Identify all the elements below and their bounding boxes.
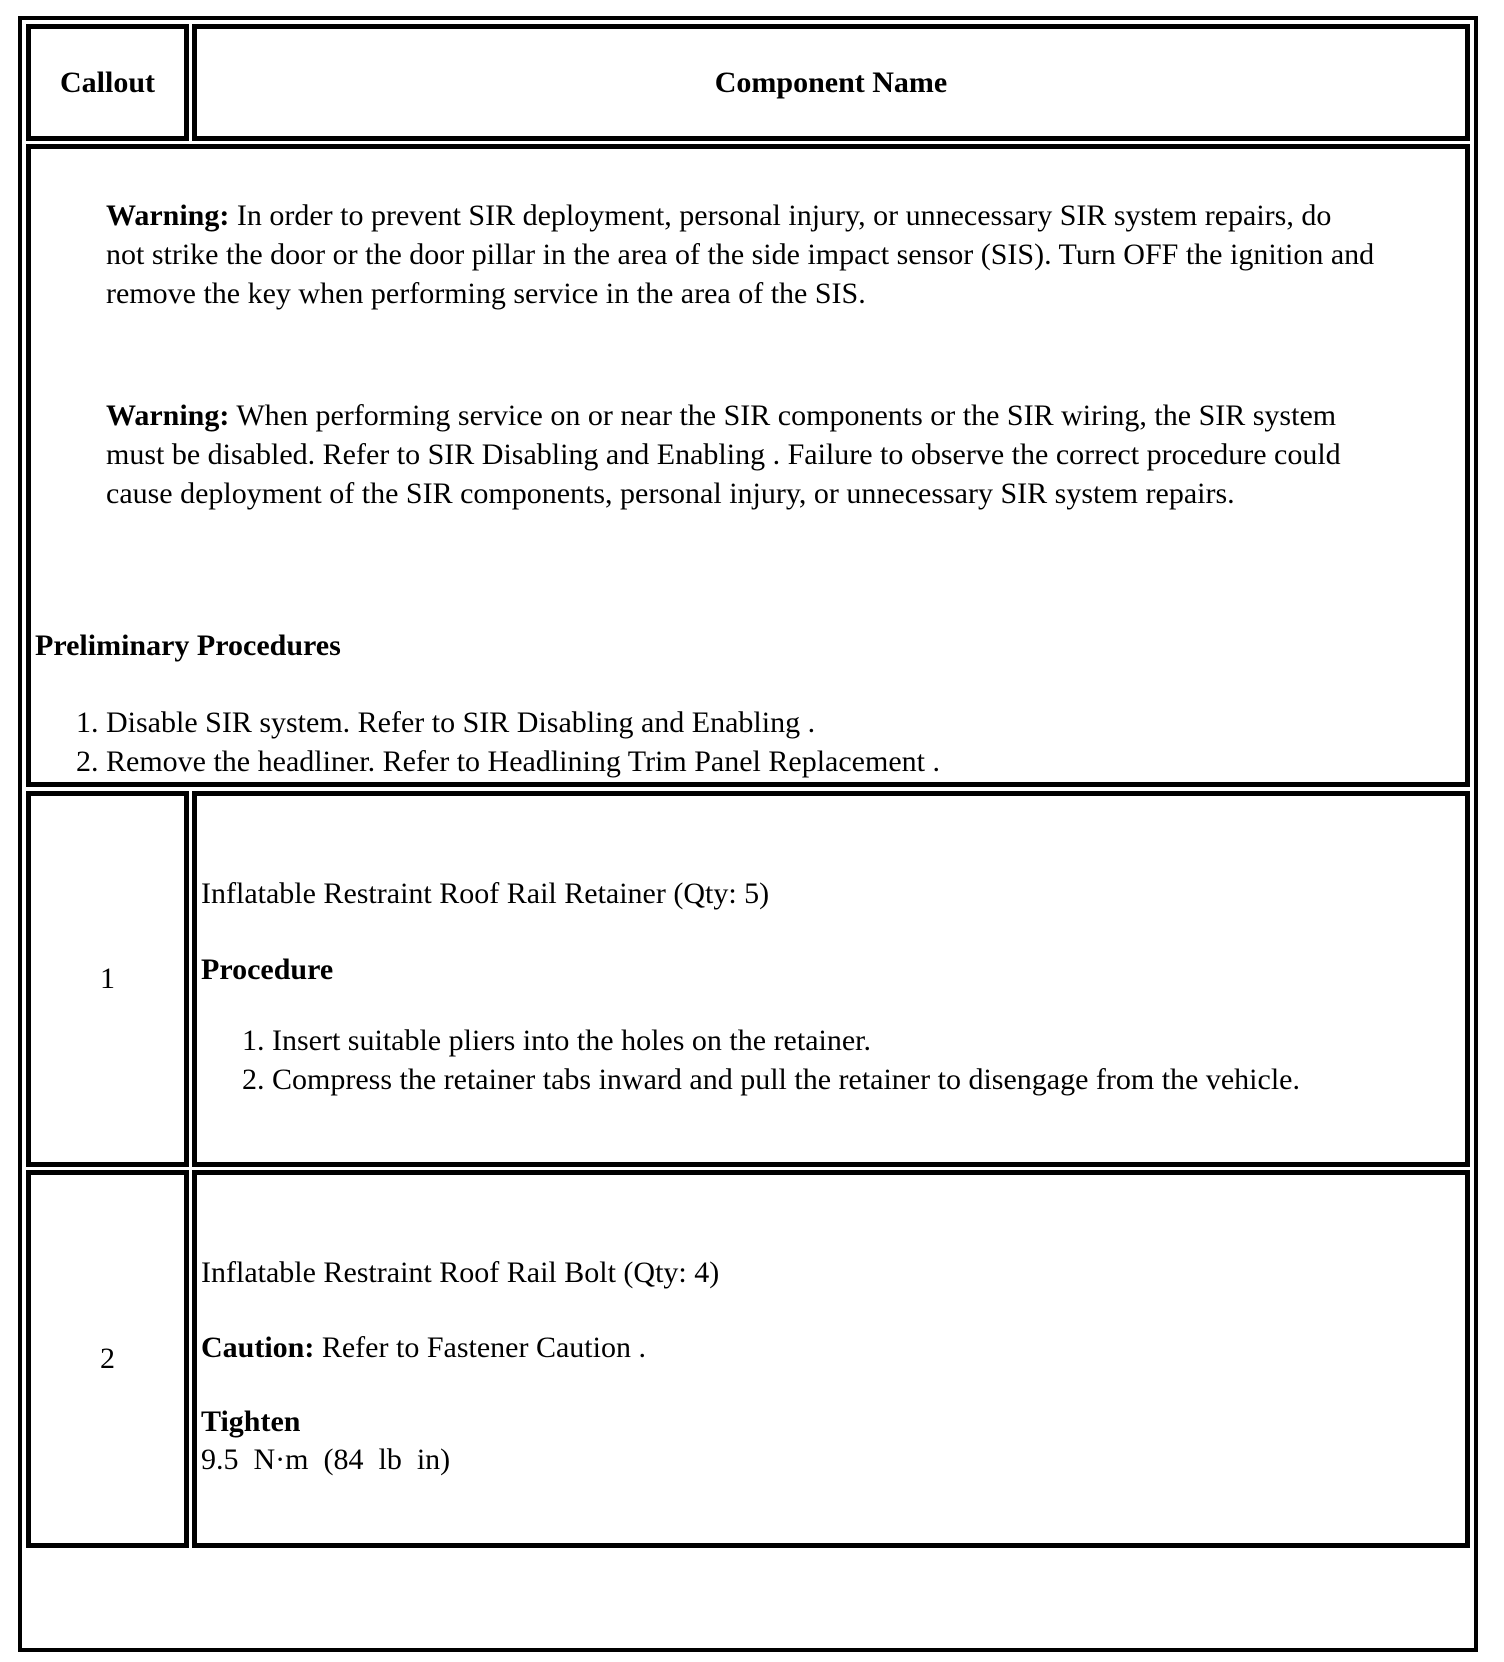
procedure-steps bbox=[242, 1021, 1300, 1099]
step-text: Compress the retainer tabs inward and pull the retainer to disengage from the vehicle. bbox=[272, 1063, 1300, 1096]
component-name: Inflatable Restraint Roof Rail Retainer (Qty: 5) bbox=[201, 877, 770, 910]
preliminary-procedures-title: Preliminary Procedures bbox=[35, 629, 341, 662]
step-text: Disable SIR system. Refer to SIR Disabling and Enabling . bbox=[106, 706, 816, 739]
header-callout bbox=[26, 24, 189, 141]
warnings-cell bbox=[26, 144, 1470, 787]
callout-number: 2 bbox=[100, 1342, 115, 1375]
step-number: 1. bbox=[242, 1024, 265, 1057]
list-item bbox=[76, 703, 940, 742]
warning-2 bbox=[106, 396, 1376, 513]
caution-label: Caution: bbox=[201, 1331, 315, 1364]
tighten-title: Tighten bbox=[201, 1405, 301, 1438]
step-number: 1. bbox=[76, 706, 99, 739]
component-name: Inflatable Restraint Roof Rail Bolt (Qty: 4) bbox=[201, 1256, 720, 1289]
callout-cell-1 bbox=[26, 791, 189, 1167]
list-item bbox=[242, 1021, 1300, 1060]
step-text: Insert suitable pliers into the holes on the retainer. bbox=[272, 1024, 872, 1057]
warning-1-text: In order to prevent SIR deployment, personal injury, or unnecessary SIR system repairs, do not strike the door or the door pillar in the area of the side impact sensor (SIS). Turn OFF the ignition and remove the key when performing service in the area of the SIS. bbox=[106, 199, 1375, 310]
procedure-title: Procedure bbox=[201, 953, 334, 986]
preliminary-steps bbox=[76, 703, 940, 781]
component-table bbox=[18, 16, 1478, 1652]
warning-1-label: Warning: bbox=[106, 199, 230, 232]
header-component-name bbox=[192, 24, 1470, 141]
step-number: 2. bbox=[76, 745, 99, 778]
caution bbox=[201, 1328, 646, 1367]
warning-1 bbox=[106, 196, 1376, 313]
step-text: Remove the headliner. Refer to Headlining Trim Panel Replacement . bbox=[106, 745, 940, 778]
header-component-label: Component Name bbox=[714, 65, 948, 99]
list-item bbox=[242, 1060, 1300, 1099]
list-item bbox=[76, 742, 940, 781]
callout-number: 1 bbox=[100, 962, 115, 995]
component-cell-1 bbox=[192, 791, 1470, 1167]
header-callout-label: Callout bbox=[59, 65, 155, 99]
tighten-value: 9.5 N·m (84 lb in) bbox=[201, 1443, 451, 1476]
component-cell-2 bbox=[192, 1170, 1470, 1548]
caution-text: Refer to Fastener Caution . bbox=[314, 1331, 646, 1364]
step-number: 2. bbox=[242, 1063, 265, 1096]
warning-2-text: When performing service on or near the SIR components or the SIR wiring, the SIR system must be disabled. Refer to SIR Disabling and Enabling . Failure to observe the correct procedure could cause deployment of the SIR components, personal injury, or unnecessary SIR system repairs. bbox=[106, 399, 1341, 510]
warning-2-label: Warning: bbox=[106, 399, 230, 432]
callout-cell-2 bbox=[26, 1170, 189, 1548]
